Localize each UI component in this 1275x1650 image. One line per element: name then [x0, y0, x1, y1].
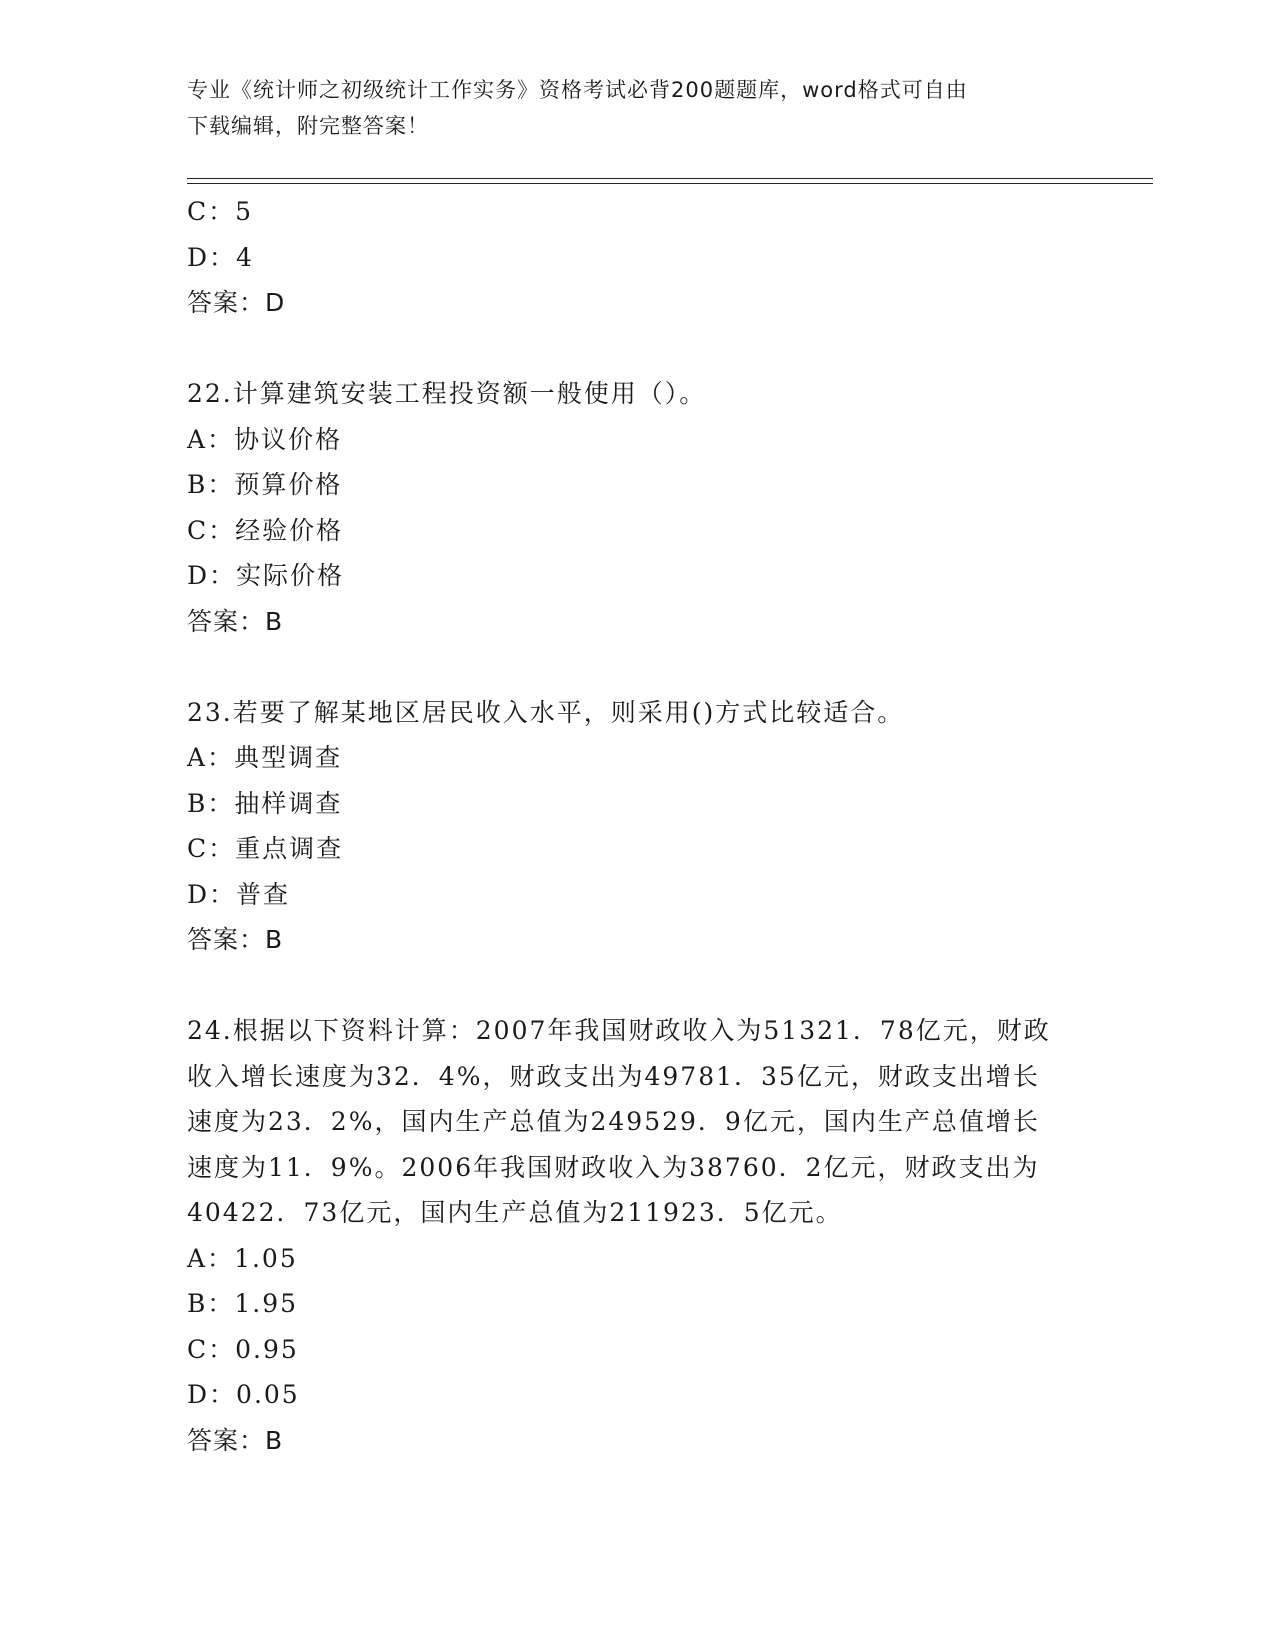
option-label: A： — [187, 424, 235, 454]
option-c — [187, 826, 1087, 872]
option-label: D： — [187, 561, 237, 590]
option-text: 经验价格 — [235, 515, 344, 545]
question-stem — [187, 371, 1087, 417]
option-a — [187, 417, 1087, 463]
option-b — [187, 462, 1087, 508]
option-label: C： — [187, 1334, 236, 1364]
option-d — [187, 872, 1087, 918]
option-d — [187, 553, 1087, 599]
option-b — [187, 1281, 1087, 1327]
question-stem-line-1 — [187, 1008, 1087, 1054]
answer: 答案：B — [187, 606, 284, 636]
option-label: A： — [187, 743, 235, 772]
question-number: 23. — [187, 697, 233, 727]
option-label: D： — [187, 879, 237, 909]
option-text: 0.95 — [235, 1334, 299, 1364]
question-stem — [187, 690, 1087, 736]
document-header — [187, 72, 1067, 144]
option-text: 1.95 — [234, 1289, 299, 1318]
option-label: A： — [187, 1243, 235, 1273]
answer: 答案：D — [187, 288, 286, 317]
header-rule-top — [187, 178, 1153, 179]
question-number: 22. — [187, 379, 233, 408]
option-text: 抽样调查 — [234, 788, 343, 818]
question-stem-line-5: 40422．73亿元，国内生产总值为211923．5亿元。 — [187, 1198, 843, 1227]
question-stem-line-3: 速度为23．2%，国内生产总值为249529．9亿元，国内生产总值增长 — [187, 1107, 1040, 1136]
question-text: 计算建筑安装工程投资额一般使用（）。 — [232, 379, 707, 408]
option-b — [187, 781, 1087, 827]
option-text: 预算价格 — [234, 470, 343, 499]
option-a — [187, 735, 1087, 781]
question-stem-line-2: 收入增长速度为32．4%，财政支出为49781．35亿元，财政支出增长 — [187, 1061, 1040, 1091]
question-24 — [187, 1008, 1087, 1463]
document-body — [187, 189, 1087, 1463]
question-text: 根据以下资料计算：2007年我国财政收入为51321．78亿元，财政 — [232, 1016, 1051, 1045]
option-d — [187, 235, 1087, 281]
option-label: D： — [187, 1380, 237, 1409]
option-label: B： — [187, 470, 235, 499]
header-rule-bottom — [187, 183, 1153, 184]
option-text: 1.05 — [234, 1243, 298, 1273]
answer: 答案：B — [187, 1425, 284, 1455]
option-text: 实际价格 — [236, 561, 345, 590]
answer: 答案：B — [187, 925, 284, 954]
question-23 — [187, 690, 1087, 963]
option-text: 5 — [235, 197, 254, 226]
header-title-line-1: 专业《统计师之初级统计工作实务》资格考试必背200题题库，word格式可自由 — [187, 78, 968, 102]
option-d — [187, 1372, 1087, 1418]
option-text: 0.05 — [236, 1380, 300, 1409]
question-stem-line-4: 速度为11．9%。2006年我国财政收入为38760．2亿元，财政支出为 — [187, 1152, 1040, 1182]
option-text: 普查 — [236, 879, 291, 909]
option-label: B： — [187, 1289, 235, 1318]
option-label: C： — [187, 834, 236, 863]
option-label: C： — [187, 515, 236, 545]
option-c — [187, 189, 1087, 235]
question-22 — [187, 371, 1087, 644]
question-number: 24. — [187, 1016, 233, 1045]
option-a — [187, 1236, 1087, 1282]
option-text: 4 — [236, 242, 254, 272]
option-text: 典型调查 — [234, 743, 343, 772]
option-label: D： — [187, 242, 237, 272]
option-c — [187, 508, 1087, 554]
option-text: 协议价格 — [234, 424, 343, 454]
question-text: 若要了解某地区居民收入水平，则采用()方式比较适合。 — [232, 697, 905, 727]
prev-question — [187, 189, 1087, 326]
option-text: 重点调查 — [235, 834, 344, 863]
header-title-line-2: 下载编辑，附完整答案！ — [187, 114, 429, 138]
option-label: B： — [187, 788, 235, 818]
option-c — [187, 1327, 1087, 1373]
option-label: C： — [187, 197, 236, 226]
